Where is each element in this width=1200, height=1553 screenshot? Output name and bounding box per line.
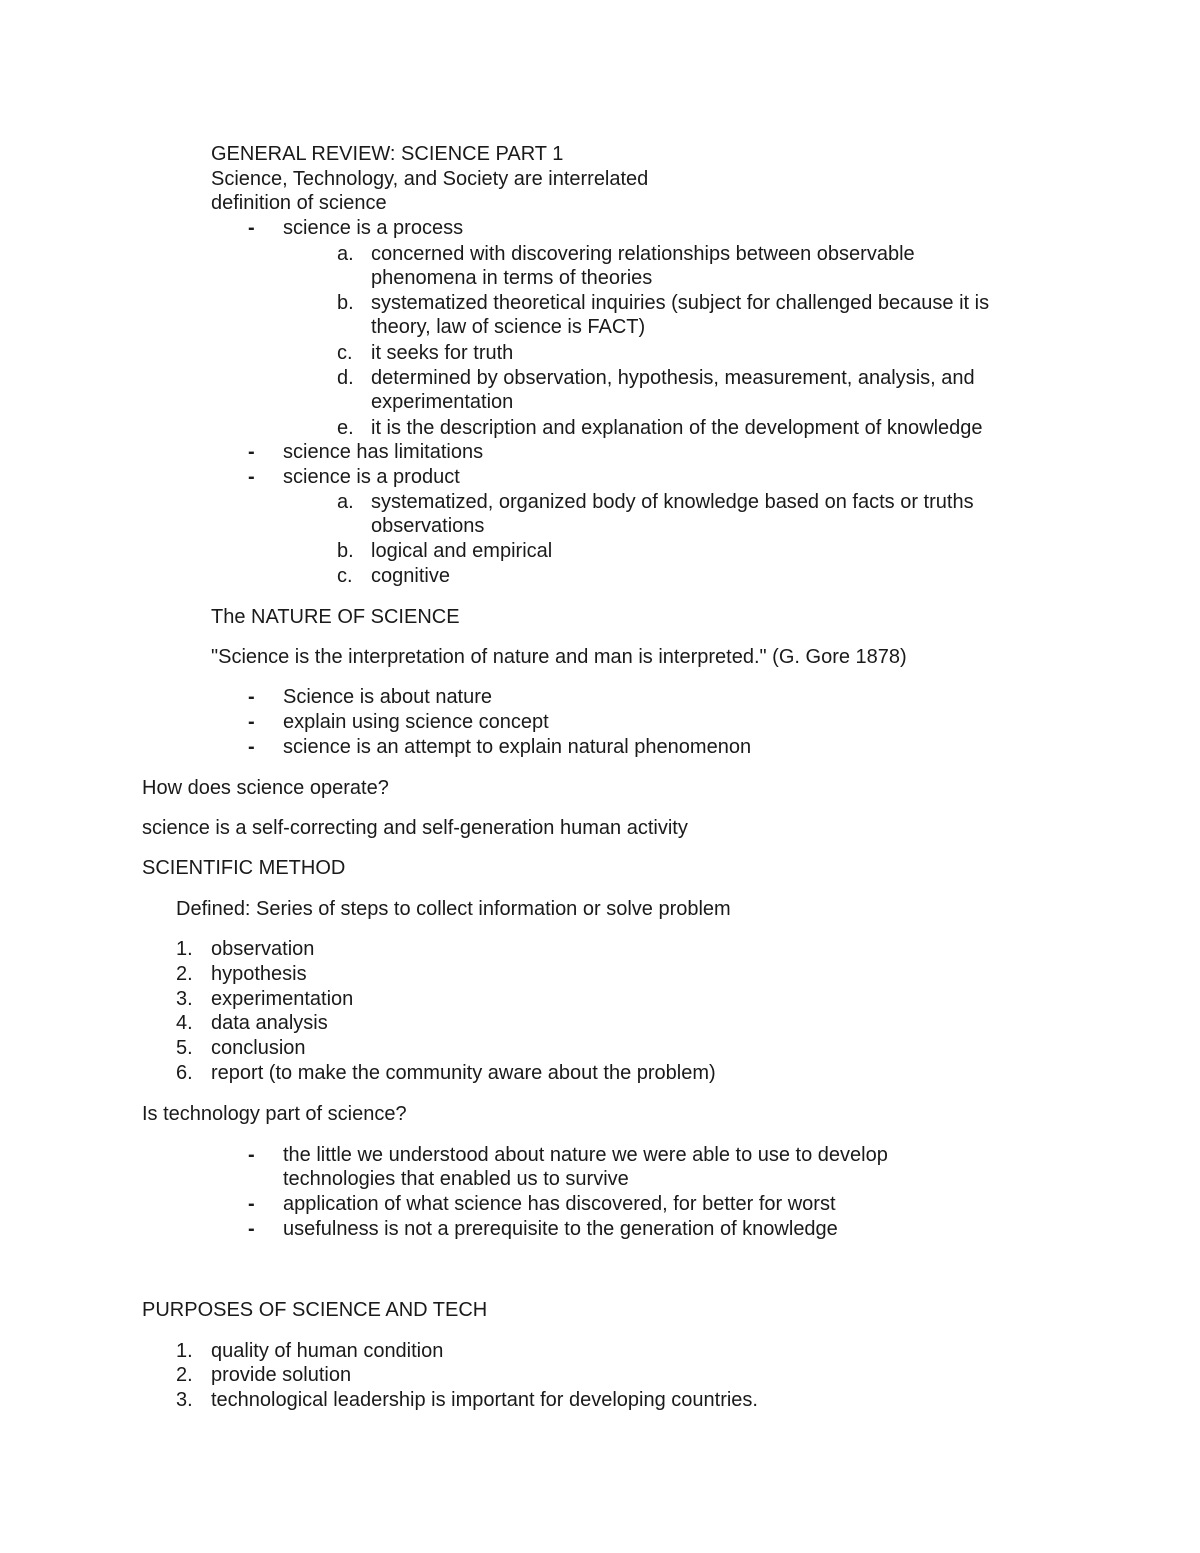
list-marker: b. (337, 292, 354, 314)
step-marker: 4. (176, 1012, 193, 1034)
definition-heading: definition of science (211, 192, 387, 214)
bullet-marker: - (248, 686, 255, 708)
bullet-marker: - (248, 736, 255, 758)
list-marker: e. (337, 417, 354, 439)
method-step: experimentation (211, 988, 354, 1010)
list-item-text: observations (371, 515, 485, 537)
product-label: science is a product (283, 466, 460, 488)
technology-question: Is technology part of science? (142, 1103, 407, 1125)
step-marker: 2. (176, 963, 193, 985)
limitations-label: science has limitations (283, 441, 484, 463)
intro-line: Science, Technology, and Society are interrelated (211, 168, 649, 190)
list-item-text: it seeks for truth (371, 342, 514, 364)
nature-heading: The NATURE OF SCIENCE (211, 606, 460, 628)
method-step: report (to make the community aware about the problem) (211, 1062, 716, 1084)
list-item-text: phenomena in terms of theories (371, 267, 653, 289)
purposes-heading: PURPOSES OF SCIENCE AND TECH (142, 1299, 488, 1321)
operate-question: How does science operate? (142, 777, 389, 799)
purpose-item: provide solution (211, 1364, 352, 1386)
list-marker: a. (337, 491, 354, 513)
list-item-text: concerned with discovering relationships between observable (371, 243, 915, 265)
list-item-text: systematized, organized body of knowledge based on facts or truths (371, 491, 974, 513)
nature-bullet: science is an attempt to explain natural phenomenon (283, 736, 752, 758)
document-title: GENERAL REVIEW: SCIENCE PART 1 (211, 143, 564, 165)
purpose-item: quality of human condition (211, 1340, 444, 1362)
method-step: conclusion (211, 1037, 306, 1059)
list-item-text: systematized theoretical inquiries (subject for challenged because it is (371, 292, 990, 314)
bullet-marker: - (248, 711, 255, 733)
purpose-marker: 1. (176, 1340, 193, 1362)
method-heading: SCIENTIFIC METHOD (142, 857, 346, 879)
method-step: observation (211, 938, 315, 960)
list-marker: c. (337, 342, 353, 364)
purpose-marker: 2. (176, 1364, 193, 1386)
list-item-text: determined by observation, hypothesis, measurement, analysis, and (371, 367, 975, 389)
bullet-marker: - (248, 466, 255, 488)
bullet-marker: - (248, 217, 255, 239)
method-step: data analysis (211, 1012, 328, 1034)
operate-answer: science is a self-correcting and self-generation human activity (142, 817, 688, 839)
list-item-text: logical and empirical (371, 540, 553, 562)
nature-quote: "Science is the interpretation of nature and man is interpreted." (G. Gore 1878) (211, 646, 907, 668)
method-step: hypothesis (211, 963, 307, 985)
list-marker: d. (337, 367, 354, 389)
list-item-text: theory, law of science is FACT) (371, 316, 646, 338)
purpose-marker: 3. (176, 1389, 193, 1411)
list-item-text: it is the description and explanation of the development of knowledge (371, 417, 983, 439)
list-marker: b. (337, 540, 354, 562)
technology-bullet: usefulness is not a prerequisite to the generation of knowledge (283, 1218, 838, 1240)
bullet-marker: - (248, 1193, 255, 1215)
method-definition: Defined: Series of steps to collect information or solve problem (176, 898, 731, 920)
list-item-text: experimentation (371, 391, 514, 413)
bullet-marker: - (248, 441, 255, 463)
list-marker: a. (337, 243, 354, 265)
step-marker: 6. (176, 1062, 193, 1084)
step-marker: 1. (176, 938, 193, 960)
nature-bullet: Science is about nature (283, 686, 493, 708)
nature-bullet: explain using science concept (283, 711, 549, 733)
bullet-marker: - (248, 1218, 255, 1240)
list-item-text: cognitive (371, 565, 450, 587)
list-marker: c. (337, 565, 353, 587)
process-label: science is a process (283, 217, 464, 239)
technology-bullet: technologies that enabled us to survive (283, 1168, 629, 1190)
step-marker: 3. (176, 988, 193, 1010)
bullet-marker: - (248, 1144, 255, 1166)
step-marker: 5. (176, 1037, 193, 1059)
technology-bullet: the little we understood about nature we were able to use to develop (283, 1144, 888, 1166)
technology-bullet: application of what science has discovered, for better for worst (283, 1193, 836, 1215)
purpose-item: technological leadership is important for developing countries. (211, 1389, 758, 1411)
